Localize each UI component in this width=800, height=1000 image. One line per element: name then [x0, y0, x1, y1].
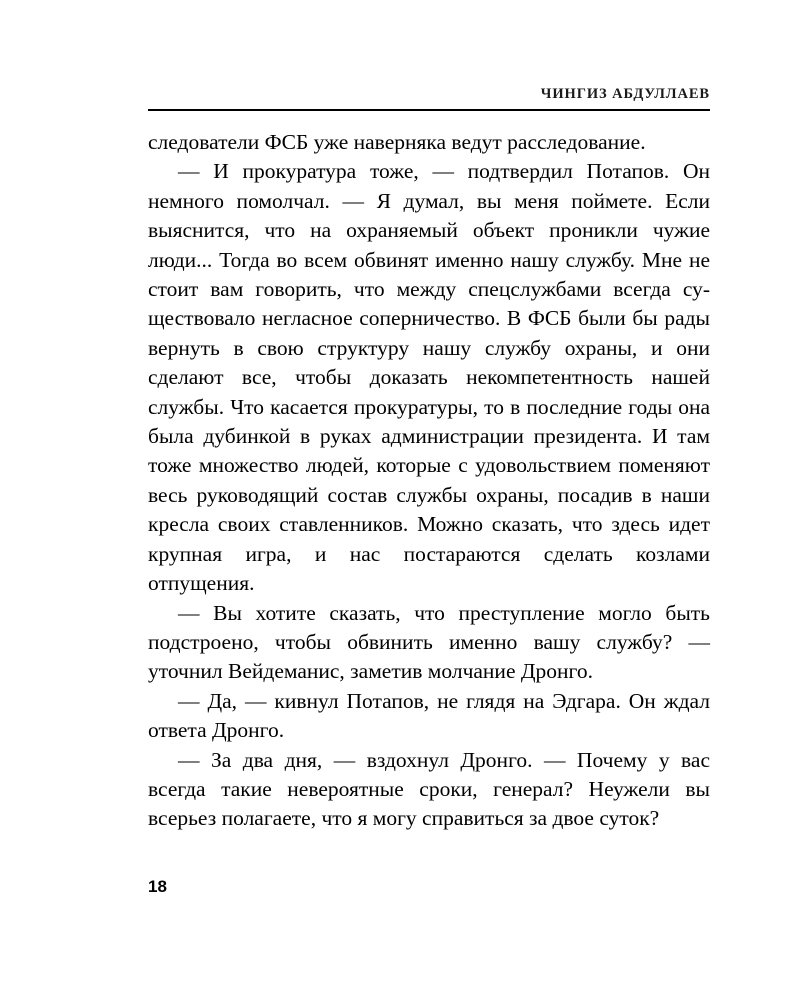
page-number: 18	[148, 877, 167, 896]
paragraph: следователи ФСБ уже наверняка ведут расследование.	[148, 130, 646, 154]
paragraph: — Вы хотите сказать, что преступление могло быть подстроено, чтобы обвинить именно вашу службу? — уточнил Вейдеманис, заметив молчание Дронго.	[148, 600, 710, 684]
paragraph: — За два дня, — вздохнул Дронго. — Почему у вас всегда такие невероятные сроки, генерал? Неужели вы всерьез полагаете, что я могу справиться за двое суток?	[148, 747, 710, 831]
header-rule	[148, 109, 710, 111]
paragraph: — И прокуратура тоже, — подтвердил Потапов. Он немного помолчал. — Я думал, вы меня поймете. Если выяснится, что на охраняемый объект проникли чужие люди... Тогда во всем обвинят именно нашу службу. Мне не стоит вам говорить, что между спецслужбами всегда существовало негласное соперничество. В ФСБ были бы рады вернуть в свою структуру нашу службу охраны, и они сделают все, чтобы доказать некомпетентность нашей службы. Что касается прокуратуры, то в последние годы она была дубинкой в руках администрации президента. И там тоже множество людей, которые с удовольствием поменяют весь руководящий состав службы охраны, посадив в наши кресла своих ставленников. Можно сказать, что здесь идет крупная игра, и нас постараются сделать козлами отпущения.	[148, 159, 710, 596]
paragraph: — Да, — кивнул Потапов, не глядя на Эдгара. Он ждал ответа Дронго.	[148, 688, 710, 743]
body-text	[148, 128, 710, 834]
running-head-author: ЧИНГИЗ АБДУЛЛАЕВ	[540, 86, 710, 102]
page-content	[148, 86, 710, 834]
